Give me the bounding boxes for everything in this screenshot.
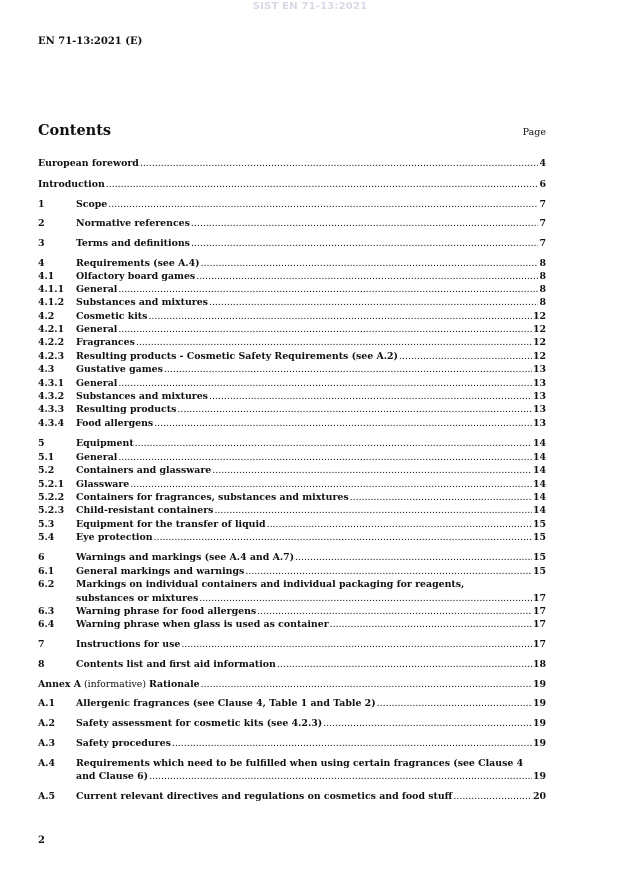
dot-leader xyxy=(453,790,532,803)
dot-leader xyxy=(214,504,532,517)
toc-entry[interactable] xyxy=(38,310,546,323)
toc-entry[interactable] xyxy=(38,198,546,211)
toc-entry-title: Gustative games xyxy=(76,364,163,375)
toc-entry-number: A.2 xyxy=(38,718,56,729)
dot-leader xyxy=(212,464,532,477)
dot-leader xyxy=(177,403,532,416)
toc-entry-page: 13 xyxy=(532,418,546,429)
dot-leader xyxy=(267,518,532,531)
toc-entry[interactable] xyxy=(38,658,546,671)
dot-leader xyxy=(181,638,532,651)
toc-entry-page: 15 xyxy=(532,566,546,577)
toc-entry-number: 6.3 xyxy=(38,606,55,617)
toc-entry-page: 8 xyxy=(539,258,546,269)
toc-entry-title: Glassware xyxy=(76,479,130,490)
toc-entry-number: 4.1.2 xyxy=(38,297,65,308)
toc-entry-number: 8 xyxy=(38,659,45,670)
toc-entry-page: 15 xyxy=(532,519,546,530)
toc-entry-page: 12 xyxy=(532,351,546,362)
dot-leader xyxy=(118,323,532,336)
toc-entry-title-line2: and Clause 6) xyxy=(76,771,149,782)
toc-entry-title: Child-resistant containers xyxy=(76,505,214,516)
toc-entry-title: Annex A (informative) Rationale xyxy=(38,679,200,690)
toc-entry-page: 4 xyxy=(539,158,546,169)
toc-entry-continuation[interactable] xyxy=(38,592,546,605)
toc-entry-number: 4.1.1 xyxy=(38,284,65,295)
toc-entry-page: 8 xyxy=(539,271,546,282)
toc-entry-number: 5.2.3 xyxy=(38,505,65,516)
dot-leader xyxy=(172,737,532,750)
page-number: 2 xyxy=(38,835,45,846)
toc-entry-title: Containers and glassware xyxy=(76,465,212,476)
toc-entry-number: A.5 xyxy=(38,791,56,802)
toc-entry-page: 13 xyxy=(532,404,546,415)
toc-entry[interactable] xyxy=(38,478,546,491)
toc-entry-title: General xyxy=(76,324,118,335)
toc-entry-number: 7 xyxy=(38,639,45,650)
toc-entry-page: 20 xyxy=(532,791,546,802)
toc-entry-title: Requirements (see A.4) xyxy=(76,258,200,269)
toc-entry-number: 2 xyxy=(38,218,45,229)
toc-entry[interactable] xyxy=(38,451,546,464)
toc-entry-page: 14 xyxy=(532,492,546,503)
dot-leader xyxy=(330,618,532,631)
dot-leader xyxy=(377,697,532,710)
toc-entry[interactable] xyxy=(38,403,546,416)
toc-entry[interactable] xyxy=(38,336,546,349)
toc-entry-page: 19 xyxy=(532,771,546,782)
dot-leader xyxy=(323,717,532,730)
dot-leader xyxy=(149,770,532,783)
toc-entry-number: 4 xyxy=(38,258,45,269)
toc-entry[interactable] xyxy=(38,296,546,309)
toc-entry-number: 6.1 xyxy=(38,566,55,577)
toc-entry-page: 17 xyxy=(532,593,546,604)
toc-entry-title: Introduction xyxy=(38,179,105,190)
toc-entry-title: Equipment for the transfer of liquid xyxy=(76,519,266,530)
toc-entry-title: Safety assessment for cosmetic kits (see 4.2.3) xyxy=(76,718,323,729)
toc-entry-title-line2: substances or mixtures xyxy=(76,593,199,604)
toc-entry[interactable] xyxy=(38,217,546,230)
dot-leader xyxy=(135,437,532,450)
toc-entry-title: General markings and warnings xyxy=(76,566,245,577)
toc-entry[interactable] xyxy=(38,237,546,250)
toc-entry[interactable] xyxy=(38,491,546,504)
dot-leader xyxy=(196,270,538,283)
toc-entry[interactable] xyxy=(38,363,546,376)
toc-entry[interactable] xyxy=(38,350,546,363)
toc-entry[interactable] xyxy=(38,697,546,710)
toc-entry[interactable] xyxy=(38,757,546,770)
toc-entry-page: 14 xyxy=(532,452,546,463)
dot-leader xyxy=(164,363,532,376)
toc-entry-title: Current relevant directives and regulations on cosmetics and food stuff xyxy=(76,791,453,802)
toc-entry-page: 7 xyxy=(539,199,546,210)
toc-entry-title: Food allergens xyxy=(76,418,154,429)
toc-entry[interactable] xyxy=(38,618,546,631)
toc-entry[interactable] xyxy=(38,790,546,803)
toc-entry[interactable] xyxy=(38,565,546,578)
toc-entry-number: 6.2 xyxy=(38,579,55,590)
toc-entry-page: 12 xyxy=(532,311,546,322)
dot-leader xyxy=(108,198,538,211)
document-id: EN 71-13:2021 (E) xyxy=(38,36,143,47)
toc-entry[interactable] xyxy=(38,638,546,651)
toc-entry-page: 6 xyxy=(539,179,546,190)
toc-entry-title: Substances and mixtures xyxy=(76,391,208,402)
toc-entry-number: 4.3.1 xyxy=(38,378,65,389)
toc-entry[interactable] xyxy=(38,390,546,403)
toc-entry-title: Warning phrase for food allergens xyxy=(76,606,257,617)
toc-entry-title: Allergenic fragrances (see Clause 4, Table 1 and Table 2) xyxy=(76,698,376,709)
toc-entry-title: Markings on individual containers and individual packaging for reagents, xyxy=(76,579,465,590)
toc-entry-number: 5.2.2 xyxy=(38,492,65,503)
dot-leader xyxy=(257,605,532,618)
toc-entry-title: Olfactory board games xyxy=(76,271,196,282)
dot-leader xyxy=(199,592,532,605)
dot-leader xyxy=(148,310,532,323)
toc-entry-page: 8 xyxy=(539,284,546,295)
toc-entry-number: 4.3.3 xyxy=(38,404,65,415)
toc-entry-number: 5.2 xyxy=(38,465,55,476)
toc-entry-page: 19 xyxy=(532,679,546,690)
toc-entry-number: 5 xyxy=(38,438,45,449)
toc-entry-title: Terms and definitions xyxy=(76,238,190,249)
dot-leader xyxy=(154,531,532,544)
dot-leader xyxy=(154,417,532,430)
toc-entry-title: Resulting products - Cosmetic Safety Requirements (see A.2) xyxy=(76,351,398,362)
toc-entry-page: 13 xyxy=(532,378,546,389)
dot-leader xyxy=(399,350,532,363)
toc-entry-number: A.3 xyxy=(38,738,56,749)
toc-entry[interactable] xyxy=(38,531,546,544)
toc-entry-continuation[interactable] xyxy=(38,770,546,783)
toc-entry-number: 4.2.2 xyxy=(38,337,65,348)
dot-leader xyxy=(295,551,532,564)
toc-entry-number: 4.3.2 xyxy=(38,391,65,402)
toc-entry[interactable] xyxy=(38,323,546,336)
toc-entry-title: Requirements which need to be fulfilled when using certain fragrances (see Clause 4 xyxy=(76,758,524,769)
toc-entry[interactable] xyxy=(38,377,546,390)
toc-entry-page: 14 xyxy=(532,438,546,449)
toc-entry-page: 7 xyxy=(539,238,546,249)
dot-leader xyxy=(277,658,532,671)
dot-leader xyxy=(140,157,539,170)
toc-entry-title: Containers for fragrances, substances and mixtures xyxy=(76,492,349,503)
toc-entry-number: 5.1 xyxy=(38,452,55,463)
toc-entry[interactable] xyxy=(38,518,546,531)
toc-entry-number: A.4 xyxy=(38,758,56,769)
toc-entry-title: Normative references xyxy=(76,218,190,229)
toc-entry[interactable] xyxy=(38,283,546,296)
dot-leader xyxy=(350,491,532,504)
toc-entry-page: 18 xyxy=(532,659,546,670)
toc-entry-title: Resulting products xyxy=(76,404,177,415)
dot-leader xyxy=(245,565,532,578)
toc-entry-number: 6 xyxy=(38,552,45,563)
dot-leader xyxy=(209,296,539,309)
toc-entry-title: General xyxy=(76,452,118,463)
toc-entry-title: Eye protection xyxy=(76,532,153,543)
page-title: Contents xyxy=(38,122,112,139)
toc-entry-page: 19 xyxy=(532,698,546,709)
toc-entry-page: 8 xyxy=(539,297,546,308)
toc-entry[interactable] xyxy=(38,257,546,270)
toc-entry-title: Warning phrase when glass is used as container xyxy=(76,619,329,630)
dot-leader xyxy=(136,336,532,349)
dot-leader xyxy=(130,478,532,491)
toc-entry-title: Warnings and markings (see A.4 and A.7) xyxy=(76,552,295,563)
toc-entry-title: Instructions for use xyxy=(76,639,181,650)
toc-entry-number: 4.3.4 xyxy=(38,418,65,429)
toc-entry-title: Contents list and first aid information xyxy=(76,659,276,670)
toc-entry[interactable] xyxy=(38,578,546,591)
toc-entry-number: 5.3 xyxy=(38,519,55,530)
toc-entry-page: 14 xyxy=(532,505,546,516)
dot-leader xyxy=(106,178,539,191)
toc-entry-page: 12 xyxy=(532,324,546,335)
dot-leader xyxy=(201,257,539,270)
toc-entry[interactable] xyxy=(38,178,546,191)
toc-entry-page: 19 xyxy=(532,738,546,749)
toc-entry[interactable] xyxy=(38,551,546,564)
toc-entry[interactable] xyxy=(38,417,546,430)
watermark: SIST EN 71-13:2021 xyxy=(252,1,368,12)
dot-leader xyxy=(209,390,532,403)
toc-entry-number: 5.4 xyxy=(38,532,55,543)
toc-entry-page: 17 xyxy=(532,619,546,630)
toc-entry[interactable] xyxy=(38,504,546,517)
toc-entry[interactable] xyxy=(38,157,546,170)
dot-leader xyxy=(201,678,532,691)
toc-entry-number: 4.2.3 xyxy=(38,351,65,362)
page-column-label: Page xyxy=(522,127,546,138)
toc-entry-number: 4.1 xyxy=(38,271,55,282)
toc-entry-number: 5.2.1 xyxy=(38,479,65,490)
toc-entry[interactable] xyxy=(38,678,546,691)
toc-entry-title: General xyxy=(76,284,118,295)
dot-leader xyxy=(118,451,532,464)
toc-entry-number: 1 xyxy=(38,199,45,210)
toc-entry-page: 13 xyxy=(532,391,546,402)
toc-entry-number: 3 xyxy=(38,238,45,249)
toc-entry[interactable] xyxy=(38,605,546,618)
toc-entry[interactable] xyxy=(38,717,546,730)
toc-entry-page: 19 xyxy=(532,718,546,729)
toc-entry-page: 12 xyxy=(532,337,546,348)
toc-entry-page: 14 xyxy=(532,479,546,490)
toc-entry[interactable] xyxy=(38,737,546,750)
toc-entry-number: 6.4 xyxy=(38,619,55,630)
toc-entry-title: Fragrances xyxy=(76,337,135,348)
dot-leader xyxy=(191,217,539,230)
toc-entry-title: Substances and mixtures xyxy=(76,297,208,308)
toc-entry[interactable] xyxy=(38,437,546,450)
toc-entry-title: European foreword xyxy=(38,158,139,169)
toc-entry-page: 15 xyxy=(532,552,546,563)
toc-entry-number: 4.2.1 xyxy=(38,324,65,335)
toc-entry-title: Safety procedures xyxy=(76,738,171,749)
toc-entry-title: Cosmetic kits xyxy=(76,311,148,322)
toc-entry-number: 4.3 xyxy=(38,364,55,375)
toc-entry-page: 7 xyxy=(539,218,546,229)
toc-entry-number: A.1 xyxy=(38,698,56,709)
toc-entry-number: 4.2 xyxy=(38,311,55,322)
dot-leader xyxy=(118,377,532,390)
toc-entry-page: 17 xyxy=(532,606,546,617)
toc-entry-title: Equipment xyxy=(76,438,134,449)
dot-leader xyxy=(191,237,539,250)
toc-entry-page: 14 xyxy=(532,465,546,476)
toc-entry-page: 15 xyxy=(532,532,546,543)
toc-entry[interactable] xyxy=(38,270,546,283)
dot-leader xyxy=(118,283,538,296)
toc-entry-page: 13 xyxy=(532,364,546,375)
toc-entry[interactable] xyxy=(38,464,546,477)
toc-entry-page: 17 xyxy=(532,639,546,650)
toc-entry-title: General xyxy=(76,378,118,389)
toc-entry-title: Scope xyxy=(76,199,108,210)
